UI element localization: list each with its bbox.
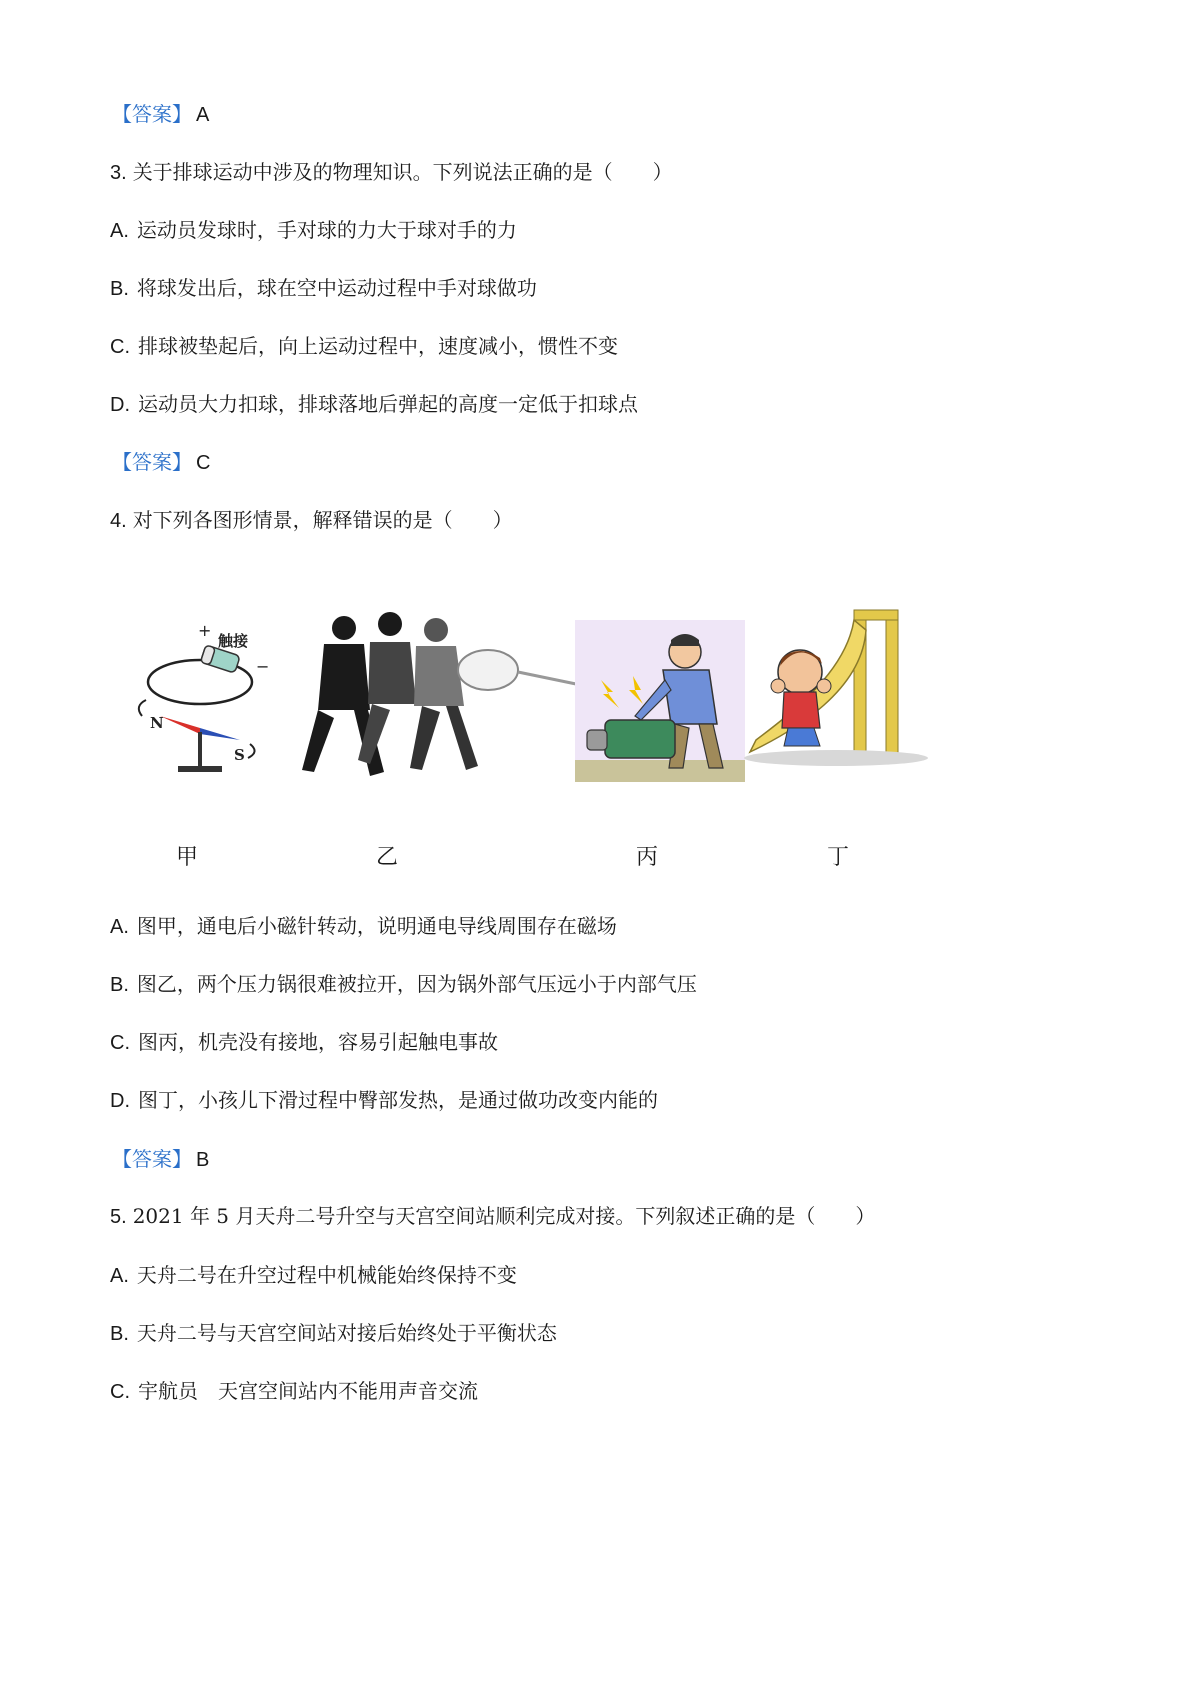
answer-value: B: [196, 1149, 210, 1171]
question-4-option-b: [110, 971, 697, 998]
question-3-option-c: [110, 333, 618, 360]
answer-tag: 答案: [132, 102, 172, 126]
answer-bracket-right: 】: [172, 1147, 192, 1171]
figure-caption-ding: 丁: [827, 845, 850, 870]
option-text: 图丁，小孩儿下滑过程中臀部发热，是通过做功改变内能的: [138, 1088, 658, 1112]
option-text: 宇航员 天宫空间站内不能用声音交流: [138, 1379, 478, 1403]
touch-label: 触接: [218, 632, 249, 650]
option-label: B.: [110, 278, 129, 300]
option-text: 图乙，两个压力锅很难被拉开，因为锅外部气压远小于内部气压: [136, 972, 697, 996]
option-label: D.: [110, 1090, 130, 1112]
question-3-option-d: [110, 391, 638, 418]
option-label: D.: [110, 394, 130, 416]
option-text: 图丙，机壳没有接地，容易引起触电事故: [138, 1030, 498, 1054]
question-3-option-a: [110, 217, 517, 244]
answer-value: C: [196, 452, 211, 474]
question-3-stem: [110, 159, 673, 186]
option-label: A.: [110, 220, 129, 242]
option-text: 图甲，通电后小磁针转动，说明通电导线周围存在磁场: [136, 914, 617, 938]
option-label: C.: [110, 1381, 130, 1403]
answer-tag: 答案: [132, 1147, 172, 1171]
question-5-option-c: [110, 1378, 478, 1405]
needle-n-label: N: [150, 714, 164, 732]
figure-caption-yi: 乙: [376, 845, 399, 870]
battery-minus-label: −: [256, 657, 270, 676]
answer-bracket-left: 【: [112, 450, 132, 474]
option-label: B.: [110, 1323, 129, 1345]
question-4-option-c: [110, 1029, 498, 1056]
option-label: B.: [110, 974, 129, 996]
question-text: 关于排球运动中涉及的物理知识。下列说法正确的是（ ）: [132, 160, 673, 184]
option-label: C.: [110, 1032, 130, 1054]
question-4-option-a: [110, 913, 617, 940]
question-number: 3.: [110, 162, 127, 184]
answer-bracket-right: 】: [172, 450, 192, 474]
question-4-figure: [130, 621, 1030, 900]
question-4-option-d: [110, 1087, 658, 1114]
needle-s-label: S: [234, 746, 245, 764]
question-number: 5.: [110, 1206, 127, 1228]
figure-caption-jia: 甲: [176, 845, 199, 870]
oersted-experiment-image: [130, 620, 280, 800]
motor-shock-image: [575, 620, 745, 790]
option-text: 天舟二号在升空过程中机械能始终保持不变: [136, 1263, 517, 1287]
option-label: A.: [110, 1265, 129, 1287]
option-text: 运动员大力扣球，排球落地后弹起的高度一定低于扣球点: [138, 392, 638, 416]
option-text: 天舟二号与天宫空间站对接后始终处于平衡状态: [136, 1321, 557, 1345]
option-text: 运动员发球时，手对球的力大于球对手的力: [136, 218, 517, 242]
option-label: C.: [110, 336, 130, 358]
question-text: 2021 年 5 月天舟二号升空与天宫空间站顺利完成对接。下列叙述正确的是（ ）: [132, 1204, 876, 1228]
answer-tag: 答案: [132, 450, 172, 474]
answer-line: [112, 449, 210, 476]
question-number: 4.: [110, 510, 127, 532]
question-text: 对下列各图形情景，解释错误的是（ ）: [132, 508, 513, 532]
question-5-option-a: [110, 1262, 517, 1289]
question-5-stem: [110, 1203, 875, 1230]
question-3-option-b: [110, 275, 537, 302]
slide-child-image: [736, 600, 936, 770]
question-5-option-b: [110, 1320, 557, 1347]
battery-plus-label: +: [198, 621, 212, 640]
answer-bracket-left: 【: [112, 102, 132, 126]
answer-bracket-left: 【: [112, 1147, 132, 1171]
answer-line: [112, 1146, 209, 1173]
answer-bracket-right: 】: [172, 102, 192, 126]
option-text: 将球发出后，球在空中运动过程中手对球做功: [136, 276, 537, 300]
question-4-stem: [110, 507, 513, 534]
figure-caption-bing: 丙: [636, 845, 659, 870]
option-label: A.: [110, 916, 129, 938]
option-text: 排球被垫起后，向上运动过程中，速度减小，惯性不变: [138, 334, 618, 358]
answer-line: [112, 101, 209, 128]
pressure-cooker-tug-image: [298, 600, 578, 800]
answer-value: A: [196, 104, 210, 126]
